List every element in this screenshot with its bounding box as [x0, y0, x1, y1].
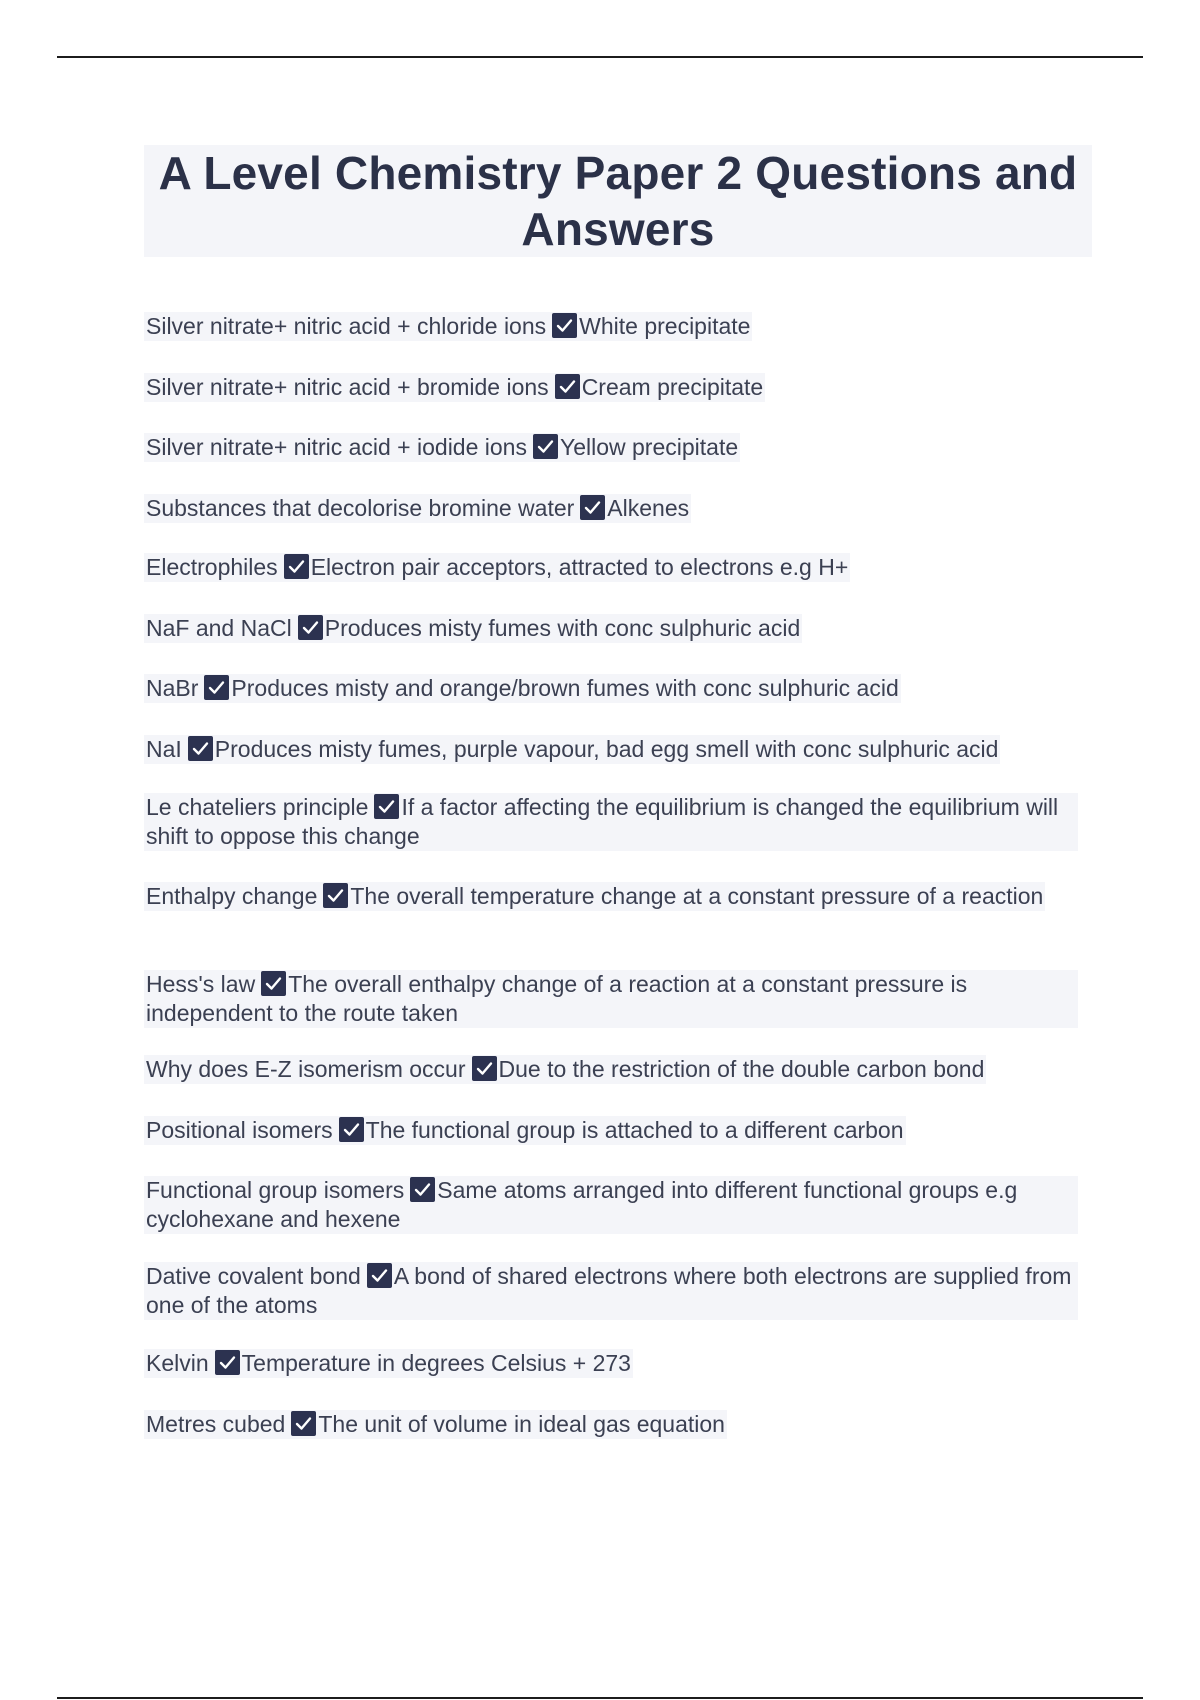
top-rule: [57, 56, 1143, 58]
bottom-rule: [57, 1697, 1143, 1699]
check-box-icon: [472, 1056, 497, 1081]
check-box-icon: [284, 554, 309, 579]
list-item: [144, 312, 752, 341]
answer-text: White precipitate: [579, 313, 751, 339]
question-text: NaF and NaCl: [146, 615, 292, 641]
list-item: [144, 1349, 633, 1378]
list-item: [144, 1262, 1078, 1320]
answer-text: The functional group is attached to a different carbon: [365, 1117, 904, 1143]
answer-text: Same atoms arranged into different functional groups e.g cyclohexane and hexene: [146, 1177, 1018, 1232]
question-text: Silver nitrate+ nitric acid + iodide ions: [146, 434, 527, 460]
question-text: Silver nitrate+ nitric acid + chloride ions: [146, 313, 547, 339]
answer-text: If a factor affecting the equilibrium is changed the equilibrium will shift to oppose this change: [146, 794, 1059, 849]
check-box-icon: [555, 374, 580, 399]
answer-text: The overall enthalpy change of a reaction at a constant pressure is independent to the route taken: [146, 971, 968, 1026]
check-box-icon: [533, 434, 558, 459]
question-text: Why does E-Z isomerism occur: [146, 1056, 466, 1082]
check-box-icon: [188, 736, 213, 761]
answer-text: Cream precipitate: [581, 374, 764, 400]
check-box-icon: [323, 883, 348, 908]
check-box-icon: [291, 1411, 316, 1436]
answer-text: Produces misty fumes with conc sulphuric acid: [324, 615, 801, 641]
list-item: [144, 433, 740, 462]
answer-text: The unit of volume in ideal gas equation: [318, 1411, 725, 1437]
list-item: [144, 882, 1045, 911]
answer-text: Alkenes: [607, 495, 690, 521]
question-text: Le chateliers principle: [146, 794, 369, 820]
list-item: [144, 793, 1078, 851]
check-box-icon: [339, 1117, 364, 1142]
answer-text: Produces misty and orange/brown fumes with conc sulphuric acid: [231, 675, 899, 701]
question-text: Metres cubed: [146, 1411, 286, 1437]
question-text: Positional isomers: [146, 1117, 333, 1143]
check-box-icon: [261, 971, 286, 996]
check-box-icon: [367, 1263, 392, 1288]
check-box-icon: [215, 1350, 240, 1375]
list-item: [144, 735, 1000, 764]
question-text: Electrophiles: [146, 554, 278, 580]
answer-text: Due to the restriction of the double carbon bond: [498, 1056, 985, 1082]
list-item: [144, 494, 691, 523]
check-box-icon: [374, 794, 399, 819]
list-item: [144, 970, 1078, 1028]
question-text: Dative covalent bond: [146, 1263, 361, 1289]
list-item: [144, 373, 765, 402]
question-text: Kelvin: [146, 1350, 209, 1376]
question-text: NaI: [146, 736, 182, 762]
list-item: [144, 674, 901, 703]
answer-text: Electron pair acceptors, attracted to electrons e.g H+: [310, 554, 849, 580]
list-item: [144, 614, 802, 643]
question-text: Enthalpy change: [146, 883, 318, 909]
list-item: [144, 1055, 986, 1084]
list-item: [144, 553, 850, 582]
question-text: Substances that decolorise bromine water: [146, 495, 575, 521]
answer-text: Yellow precipitate: [559, 434, 739, 460]
check-box-icon: [204, 675, 229, 700]
question-text: NaBr: [146, 675, 199, 701]
check-box-icon: [298, 615, 323, 640]
check-box-icon: [410, 1177, 435, 1202]
title-banner: [144, 145, 1092, 257]
question-text: Silver nitrate+ nitric acid + bromide ions: [146, 374, 549, 400]
question-text: Functional group isomers: [146, 1177, 405, 1203]
check-box-icon: [580, 495, 605, 520]
page-title: A Level Chemistry Paper 2 Questions and Answers: [158, 147, 1078, 255]
answer-text: A bond of shared electrons where both electrons are supplied from one of the atoms: [146, 1263, 1072, 1318]
answer-text: The overall temperature change at a constant pressure of a reaction: [350, 883, 1044, 909]
list-item: [144, 1176, 1078, 1234]
answer-text: Produces misty fumes, purple vapour, bad egg smell with conc sulphuric acid: [214, 736, 999, 762]
list-item: [144, 1410, 727, 1439]
list-item: [144, 1116, 906, 1145]
check-box-icon: [552, 313, 577, 338]
question-text: Hess's law: [146, 971, 256, 997]
answer-text: Temperature in degrees Celsius + 273: [241, 1350, 631, 1376]
